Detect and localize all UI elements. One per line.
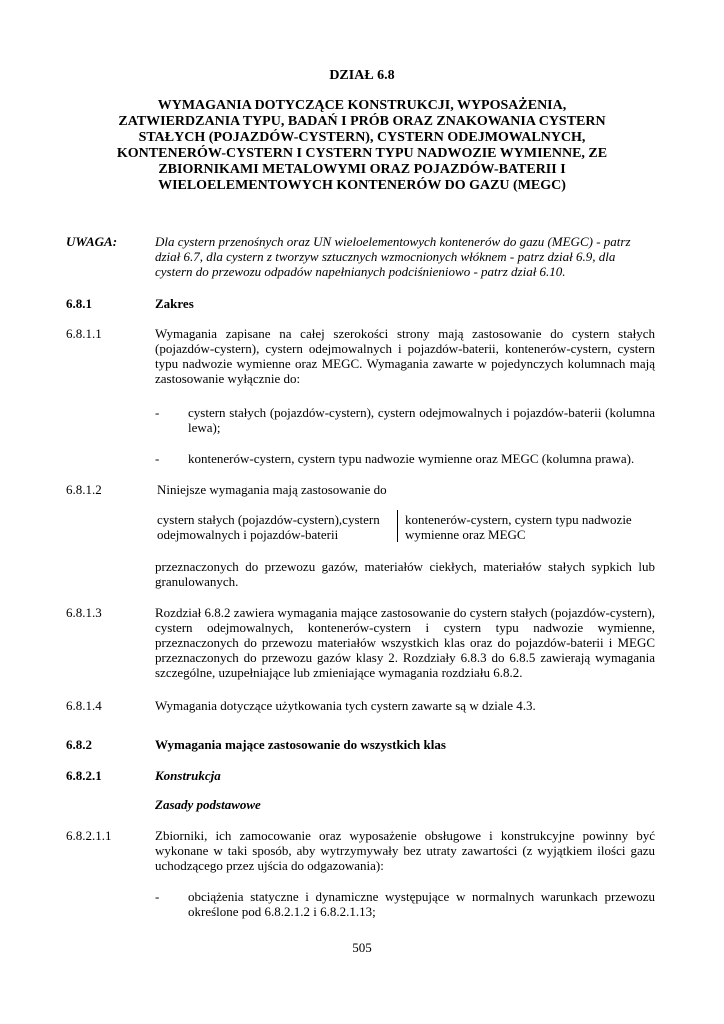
- paragraph: Wymagania dotyczące użytkowania tych cystern zawarte są w dziale 4.3.: [155, 698, 536, 713]
- note-line: Dla cystern przenośnych oraz UN wieloelementowych kontenerów do gazu (MEGC) - patrz: [155, 234, 631, 249]
- note-line: dział 6.7, dla cystern z tworzyw sztucznych wzmocnionych włóknem - patrz dział 6.9, dla: [155, 249, 616, 264]
- section-number: 6.8.1.4: [66, 698, 102, 713]
- note-text: [155, 234, 655, 279]
- column-line: wymienne oraz MEGC: [405, 527, 526, 542]
- bullet-dash: -: [155, 451, 160, 466]
- title-line: WYMAGANIA DOTYCZĄCE KONSTRUKCJI, WYPOSAŻENIA,: [157, 98, 567, 113]
- bullet-dash: -: [155, 889, 160, 904]
- paragraph: Rozdział 6.8.2 zawiera wymagania mające zastosowanie do cystern stałych (pojazdów-cystern), cystern odejmowalnych, kontenerów-cystern i cystern typu nadwozie wymienne, przeznaczonych do przewozu materiałów wszystkich klas oraz do pojazdów-baterii i MEGC przeznaczonych do przewozu gazów klasy 2. Rozdziały 6.8.3 do 6.8.5 zawierają wymagania szczególne, uzupełniające lub zmieniające wymagania rozdziału 6.8.2.: [155, 605, 655, 680]
- title-line: ZBIORNIKAMI METALOWYMI ORAZ POJAZDÓW-BATERII I: [158, 162, 566, 177]
- title-line: WIELOELEMENTOWYCH KONTENERÓW DO GAZU (MEGC): [158, 178, 566, 193]
- column-left: [157, 512, 395, 542]
- section-number: 6.8.2: [66, 737, 92, 752]
- bullet-text: kontenerów-cystern, cystern typu nadwozie wymienne oraz MEGC (kolumna prawa).: [188, 451, 635, 466]
- title-line: KONTENERÓW-CYSTERN I CYSTERN TYPU NADWOZIE WYMIENNE, ZE: [116, 146, 608, 161]
- column-divider: [397, 510, 398, 542]
- section-number: 6.8.1.1: [66, 326, 102, 341]
- column-line: kontenerów-cystern, cystern typu nadwozie: [405, 512, 632, 527]
- bullet-text: obciążenia statyczne i dynamiczne występujące w normalnych warunkach przewozu określone pod 6.8.2.1.2 i 6.8.2.1.13;: [188, 889, 655, 919]
- paragraph: Wymagania zapisane na całej szerokości strony mają zastosowanie do cystern stałych (pojazdów-cystern), cystern odejmowalnych i pojazdów-baterii, kontenerów-cystern, cystern typu nadwozie wymienne oraz MEGC. Wymagania zawarte w pojedynczych kolumnach mają zastosowanie wyłącznie do:: [155, 326, 655, 386]
- note-label: UWAGA:: [66, 234, 118, 249]
- section-number: 6.8.1.3: [66, 605, 102, 620]
- paragraph: Zbiorniki, ich zamocowanie oraz wyposażenie obsługowe i konstrukcyjne powinny być wykonane w taki sposób, aby wytrzymywały bez utraty zawartości (z wyjątkiem ilości gazu uchodzącego przez ujścia do odgazowania):: [155, 828, 655, 873]
- chapter-heading: DZIAŁ 6.8: [329, 68, 395, 83]
- note-line: cystern do przewozu odpadów napełnianych podciśnieniowo - patrz dział 6.10.: [155, 264, 566, 279]
- column-line: odejmowalnych i pojazdów-baterii: [157, 527, 339, 542]
- paragraph: przeznaczonych do przewozu gazów, materiałów ciekłych, materiałów stałych sypkich lub granulowanych.: [155, 559, 655, 589]
- section-title: Konstrukcja: [155, 768, 221, 783]
- bullet-dash: -: [155, 405, 160, 420]
- title-line: STAŁYCH (POJAZDÓW-CYSTERN), CYSTERN ODEJMOWALNYCH,: [138, 130, 586, 145]
- section-number: 6.8.2.1.1: [66, 828, 112, 843]
- title-line: ZATWIERDZANIA TYPU, BADAŃ I PRÓB ORAZ ZNAKOWANIA CYSTERN: [118, 114, 606, 129]
- section-title: Zakres: [155, 296, 194, 311]
- section-number: 6.8.1.2: [66, 482, 102, 497]
- section-number: 6.8.1: [66, 296, 92, 311]
- page-number: 505: [352, 940, 372, 955]
- section-number: 6.8.2.1: [66, 768, 102, 783]
- chapter-title: [60, 98, 664, 194]
- paragraph: Niniejsze wymagania mają zastosowanie do: [157, 482, 387, 497]
- column-right: [405, 512, 655, 542]
- subheading: Zasady podstawowe: [155, 797, 261, 812]
- bullet-text: cystern stałych (pojazdów-cystern), cystern odejmowalnych i pojazdów-baterii (kolumna lewa);: [188, 405, 655, 435]
- section-title: Wymagania mające zastosowanie do wszystkich klas: [155, 737, 446, 752]
- column-line: cystern stałych (pojazdów-cystern),cystern: [157, 512, 380, 527]
